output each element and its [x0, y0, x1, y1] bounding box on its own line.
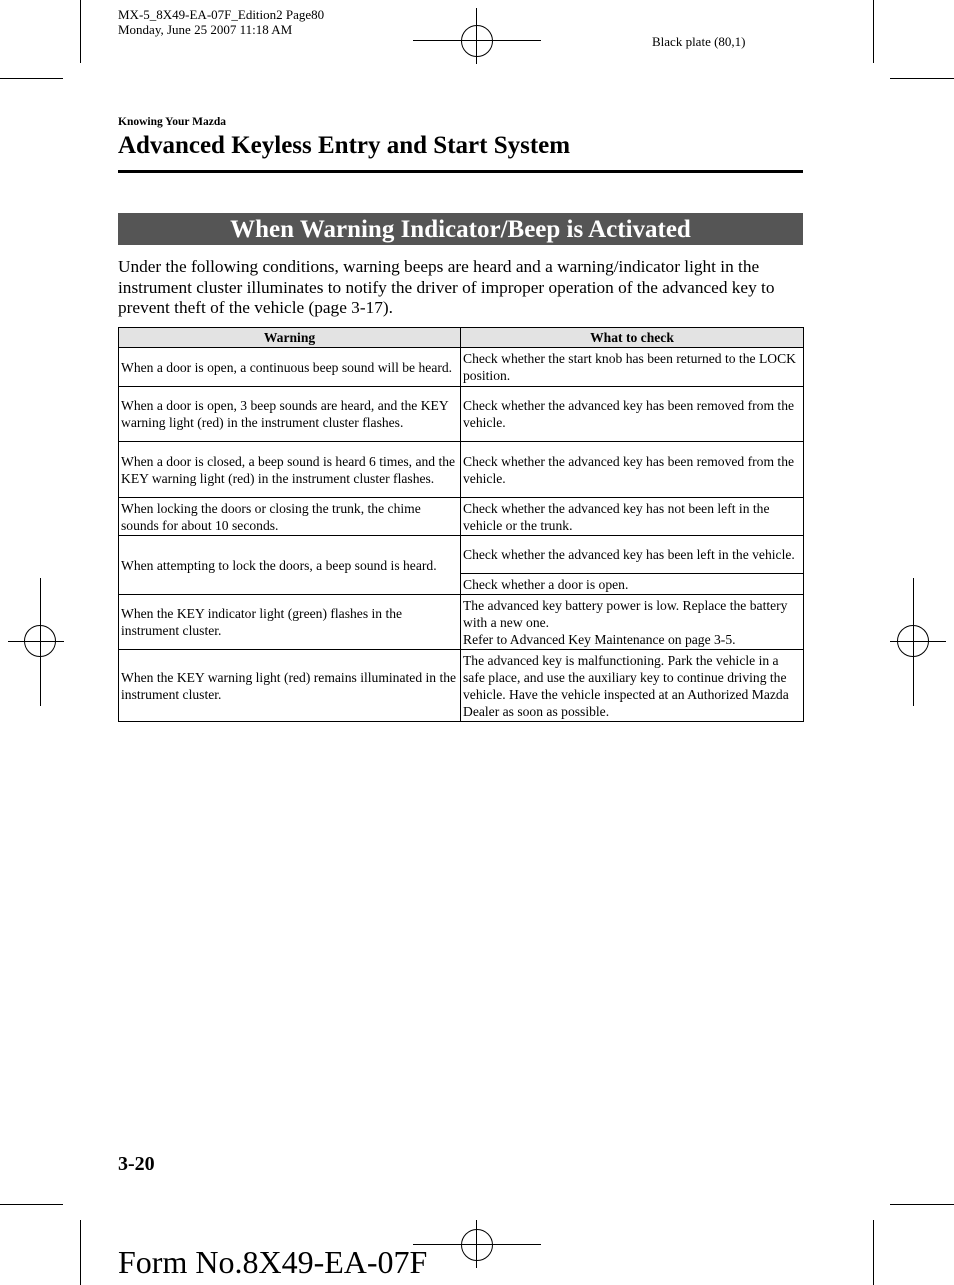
- table-row: [119, 595, 804, 650]
- table-header-row: [119, 328, 804, 348]
- intro-paragraph: Under the following conditions, warning beeps are heard and a warning/indicator light in the instrument cluster illuminates to notify the driver of improper operation of the advanced key to prevent theft of the vehicle (page 3-17).: [118, 257, 775, 317]
- warning-cell: When the KEY warning light (red) remains illuminated in the instrument cluster.: [119, 650, 461, 722]
- check-cell: The advanced key is malfunctioning. Park the vehicle in a safe place, and use the auxiliary key to continue driving the vehicle. Have the vehicle inspected at an Authorized Mazda Dealer as soon as possible.: [461, 650, 804, 722]
- header-what-to-check: What to check: [461, 328, 804, 348]
- check-cell: Check whether the advanced key has been removed from the vehicle.: [461, 387, 804, 442]
- check-line: Refer to Advanced Key Maintenance on page 3-5.: [463, 631, 736, 647]
- header-warning: Warning: [119, 328, 461, 348]
- page-number: 3-20: [118, 1153, 155, 1175]
- table-row: [119, 498, 804, 536]
- warning-cell: When a door is open, 3 beep sounds are heard, and the KEY warning light (red) in the instrument cluster flashes.: [119, 387, 461, 442]
- print-slug: [118, 7, 324, 37]
- table-row: [119, 348, 804, 387]
- check-cell: [461, 595, 804, 650]
- warning-cell: When a door is open, a continuous beep sound will be heard.: [119, 348, 461, 387]
- warning-cell: When the KEY indicator light (green) flashes in the instrument cluster.: [119, 595, 461, 650]
- form-number: Form No.8X49-EA-07F: [118, 1244, 428, 1280]
- check-line: The advanced key battery power is low. Replace the battery with a new one.: [463, 597, 788, 630]
- check-cell: Check whether the advanced key has been left in the vehicle.: [461, 536, 804, 574]
- section-label: Knowing Your Mazda: [118, 116, 226, 128]
- table-row: [119, 442, 804, 498]
- plate-label: Black plate (80,1): [652, 34, 746, 49]
- table-row: [119, 536, 804, 574]
- table-row: [119, 387, 804, 442]
- table-row: [119, 650, 804, 722]
- check-cell: Check whether the advanced key has not been left in the vehicle or the trunk.: [461, 498, 804, 536]
- check-cell: Check whether the start knob has been returned to the LOCK position.: [461, 348, 804, 387]
- warning-cell: When attempting to lock the doors, a beep sound is heard.: [119, 536, 461, 595]
- check-cell: Check whether a door is open.: [461, 574, 804, 595]
- check-cell: Check whether the advanced key has been removed from the vehicle.: [461, 442, 804, 498]
- title-rule: [118, 170, 803, 173]
- warning-cell: When locking the doors or closing the trunk, the chime sounds for about 10 seconds.: [119, 498, 461, 536]
- banner-title: When Warning Indicator/Beep is Activated: [118, 213, 803, 245]
- warning-cell: When a door is closed, a beep sound is heard 6 times, and the KEY warning light (red) in the instrument cluster flashes.: [119, 442, 461, 498]
- chapter-title: Advanced Keyless Entry and Start System: [118, 132, 571, 159]
- slug-file-line: MX-5_8X49-EA-07F_Edition2 Page80: [118, 7, 325, 22]
- slug-date-line: Monday, June 25 2007 11:18 AM: [118, 22, 293, 37]
- warning-table: [118, 327, 804, 722]
